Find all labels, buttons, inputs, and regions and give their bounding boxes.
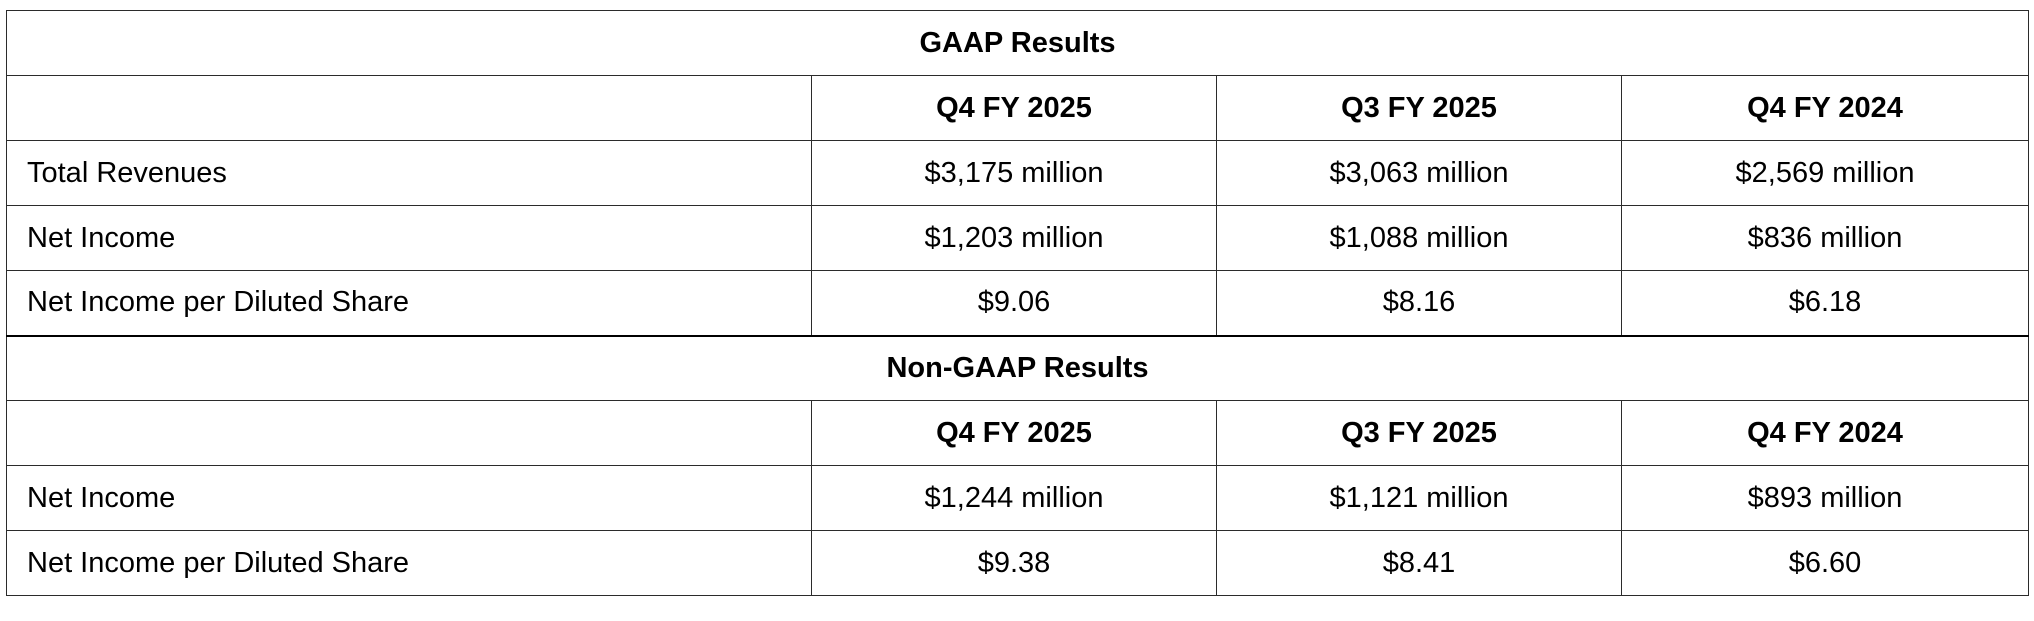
non-gaap-column-header: Q3 FY 2025 [1217, 401, 1622, 466]
row-label: Net Income [7, 206, 812, 271]
table-cell: $9.06 [812, 271, 1217, 336]
table-cell: $8.16 [1217, 271, 1622, 336]
non-gaap-title-row [7, 336, 2029, 401]
table-row [7, 141, 2029, 206]
non-gaap-column-header: Q4 FY 2025 [812, 401, 1217, 466]
gaap-header-blank-cell [7, 76, 812, 141]
row-label: Net Income [7, 466, 812, 531]
gaap-section-title: GAAP Results [7, 11, 2029, 76]
table-cell: $6.18 [1622, 271, 2029, 336]
results-table-container [6, 10, 2028, 596]
gaap-header-row [7, 76, 2029, 141]
table-cell: $8.41 [1217, 531, 1622, 596]
results-table [6, 10, 2029, 596]
table-cell: $1,088 million [1217, 206, 1622, 271]
row-label: Net Income per Diluted Share [7, 271, 812, 336]
table-cell: $3,175 million [812, 141, 1217, 206]
table-cell: $1,203 million [812, 206, 1217, 271]
non-gaap-header-blank-cell [7, 401, 812, 466]
table-cell: $6.60 [1622, 531, 2029, 596]
table-cell: $2,569 million [1622, 141, 2029, 206]
non-gaap-header-row [7, 401, 2029, 466]
table-cell: $9.38 [812, 531, 1217, 596]
row-label: Total Revenues [7, 141, 812, 206]
gaap-title-row [7, 11, 2029, 76]
gaap-column-header: Q4 FY 2025 [812, 76, 1217, 141]
table-cell: $1,121 million [1217, 466, 1622, 531]
table-cell: $836 million [1622, 206, 2029, 271]
non-gaap-column-header: Q4 FY 2024 [1622, 401, 2029, 466]
non-gaap-section-title: Non-GAAP Results [7, 336, 2029, 401]
table-cell: $1,244 million [812, 466, 1217, 531]
table-row [7, 466, 2029, 531]
table-row [7, 531, 2029, 596]
table-row [7, 271, 2029, 336]
gaap-column-header: Q3 FY 2025 [1217, 76, 1622, 141]
row-label: Net Income per Diluted Share [7, 531, 812, 596]
gaap-column-header: Q4 FY 2024 [1622, 76, 2029, 141]
table-cell: $3,063 million [1217, 141, 1622, 206]
table-row [7, 206, 2029, 271]
table-cell: $893 million [1622, 466, 2029, 531]
